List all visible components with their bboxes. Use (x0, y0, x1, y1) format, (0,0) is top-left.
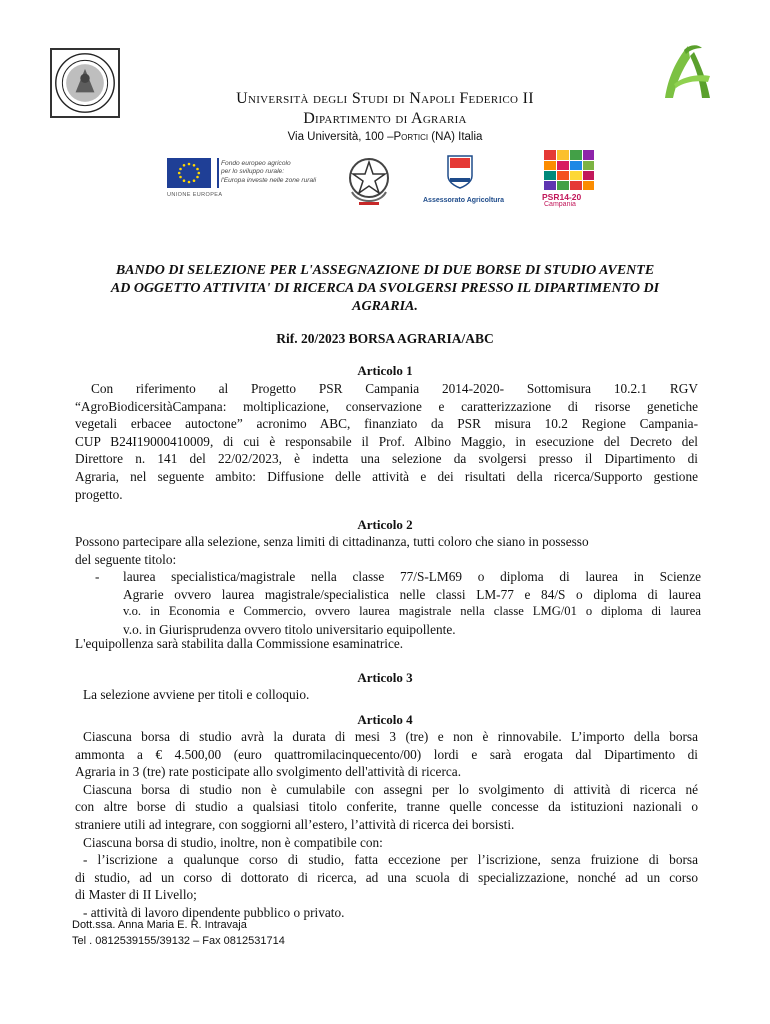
body-line: Con riferimento al Progetto PSR Campania 2014-2020- Sottomisura 10.2.1 RGV (91, 381, 698, 396)
articolo-2-heading: Articolo 2 (357, 517, 413, 532)
campania-shield-icon (446, 154, 474, 190)
feasr-line: Fondo europeo agricolo (221, 160, 291, 167)
department-name: Dipartimento di Agraria (303, 110, 467, 127)
list-item-text (123, 568, 701, 638)
feasr-line: per lo sviluppo rurale: (221, 168, 285, 176)
title-line: AGRARIA. (352, 299, 418, 314)
psr-sub-label: Campania (544, 201, 576, 208)
psr-label: PSR14-20 (542, 192, 582, 202)
body-line: CUP B24I19000410009, di cui è responsabile il Prof. Albino Maggio, in esecuzione del Decreto del (75, 433, 698, 449)
articolo-2-intro (75, 533, 698, 568)
body-line: Agraria, nel seguente ambito: Diffusione delle attività e dei risultati della ricerca/Supporto gestione (75, 468, 698, 484)
reference-number: Rif. 20/2023 BORSA AGRARIA/ABC (276, 331, 494, 346)
body-line: Ciascuna borsa di studio non è cumulabile con assegni per lo svolgimento di attività di ricerca né (83, 781, 698, 797)
address-city: Portici (393, 131, 429, 143)
body-line: Ciascuna borsa di studio, inoltre, non è compatibile con: (83, 834, 383, 850)
title-line: AD OGGETTO ATTIVITA' DI RICERCA DA SVOLGERSI PRESSO IL DIPARTIMENTO DI (110, 281, 660, 296)
articolo-3-heading: Articolo 3 (357, 670, 413, 685)
regione-campania-logo (420, 154, 520, 206)
articolo-4-heading: Articolo 4 (357, 712, 413, 727)
articolo-4-body (75, 728, 698, 922)
articolo-2-closing (75, 635, 698, 653)
body-line: L'equipollenza sarà stabilita dalla Commissione esaminatrice. (75, 636, 404, 651)
title-line: BANDO DI SELEZIONE PER L'ASSEGNAZIONE DI DUE BORSE DI STUDIO AVENTE (115, 263, 655, 278)
articolo-3-body (75, 686, 698, 704)
body-line: Agrarie ovvero laurea magistrale/specialistica nelle classi LM-77 e 84/S o diploma di laurea (123, 586, 701, 602)
italian-republic-emblem (344, 152, 394, 210)
footer-contacts: Tel . 0812539155/39132 – Fax 0812531714 (72, 935, 285, 947)
address-prefix: Via Università, 100 – (287, 131, 394, 143)
body-line: straniere utili ad integrare, con soggiorni all’estero, l’attività di ricerca dei borsisti. (75, 816, 515, 832)
body-line: - l’iscrizione a qualunque corso di studio, fatta eccezione per l’iscrizione, senza fruizione di borsa (83, 852, 698, 868)
articolo-1-body (75, 380, 698, 503)
footer (72, 917, 285, 949)
body-line: ammonta a € 4.500,00 (euro quattromilacinquecento/00) lordi e sarà erogata dal Dipartimento di (75, 746, 698, 762)
body-line: con altre borse di studio a qualsiasi titolo conferite, tranne quelle concesse da istituzioni nazionali o (75, 799, 698, 815)
footer-name: Dott.ssa. Anna Maria E. R. Intravaja (72, 919, 247, 931)
body-line: “AgroBiodicersitàCampana: moltiplicazione, conservazione e caratterizzazione di risorse genetiche (75, 398, 698, 414)
campania-label: Assessorato Agricoltura (423, 197, 505, 204)
body-line: La selezione avviene per titoli e colloquio. (83, 687, 310, 702)
feasr-divider (217, 158, 219, 188)
address (0, 131, 770, 143)
body-line: di Master di II Livello; (75, 887, 197, 903)
body-line: Agraria in 3 (tre) rate posticipate allo svolgimento dell'attività di ricerca. (75, 764, 462, 780)
eu-flag-icon (167, 158, 211, 188)
body-line: v.o. in Economia e Commercio, ovvero laurea magistrale nella classe LMG/01 o diploma di laurea (123, 604, 701, 619)
psr-grid-icon (544, 150, 594, 190)
body-line: Possono partecipare alla selezione, senza limiti di cittadinanza, tutti coloro che siano in possesso (75, 534, 589, 549)
body-line: progetto. (75, 486, 123, 502)
body-line: Ciascuna borsa di studio avrà la durata di mesi 3 (tre) e non è rinnovabile. L’importo della borsa (83, 729, 698, 744)
bando-title (72, 262, 698, 316)
articolo-1-heading: Articolo 1 (357, 363, 413, 378)
university-name: Università degli Studi di Napoli Federico II (236, 90, 534, 107)
body-line: Direttore n. 141 del 22/02/2023, è indetta una selezione da svolgersi presso il Dipartimento di (75, 451, 698, 467)
psr-logo (542, 150, 600, 210)
body-line: del seguente titolo: (75, 551, 177, 567)
address-suffix: (NA) Italia (428, 131, 483, 143)
list-dash: - (95, 569, 100, 584)
eu-label: UNIONE EUROPEA (167, 192, 223, 198)
feasr-text (221, 160, 341, 185)
body-line: - attività di lavoro dipendente pubblico o privato. (83, 904, 345, 920)
body-line: vegetali erbacee autoctone” acronimo ABC, finanziato da PSR misura 10.2 Regione Campania- (75, 416, 698, 432)
body-line: di studio, ad un corso di dottorato di ricerca, ad una scuola di specializzazione, nonché ad un corso (75, 869, 698, 885)
sponsor-logos (0, 150, 770, 212)
eu-feasr-logo (167, 158, 327, 206)
feasr-line: l'Europa investe nelle zone rurali (221, 176, 317, 184)
body-line: laurea specialistica/magistrale nella classe 77/S-LM69 o diploma di laurea in Scienze (123, 569, 701, 584)
body-line: v.o. in Giurisprudenza ovvero titolo universitario equipollente. (123, 621, 456, 637)
